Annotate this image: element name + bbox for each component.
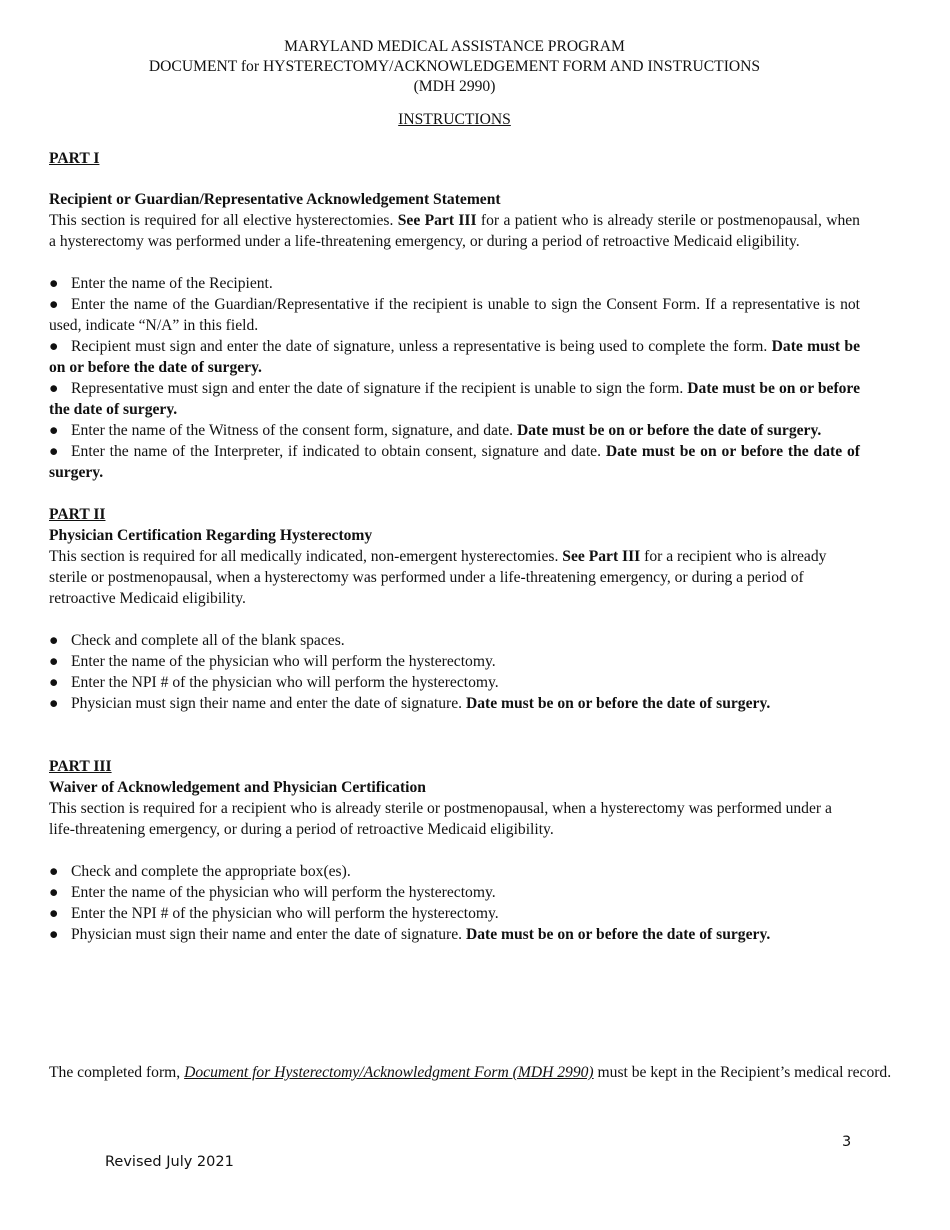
list-item: ● Enter the name of the Interpreter, if indicated to obtain consent, signature and date. Date must be on or before the date of surgery. <box>49 443 860 481</box>
part-1-section <box>49 148 860 483</box>
list-item: ● Recipient must sign and enter the date of signature, unless a representative is being used to complete the form. Date must be on or before the date of surgery. <box>49 338 860 376</box>
header-line-3: (MDH 2990) <box>413 78 496 95</box>
part-2-intro: This section is required for all medically indicated, non-emergent hysterectomies. See Part III for a recipient who is already sterile or postmenopausal, when a hysterectomy was performed under a life-threatening emergency, or during a period of retroactive Medicaid eligibility. <box>49 548 827 607</box>
closing-paragraph: The completed form, Document for Hysterectomy/Acknowledgment Form (MDH 2990) must be kept in the Recipient’s medical record. <box>49 1064 892 1081</box>
list-item: ● Enter the NPI # of the physician who will perform the hysterectomy. <box>49 905 499 922</box>
list-item: ● Enter the name of the physician who will perform the hysterectomy. <box>49 653 496 670</box>
list-item: ● Enter the NPI # of the physician who will perform the hysterectomy. <box>49 674 499 691</box>
document-page <box>49 37 860 945</box>
list-item: ● Check and complete all of the blank spaces. <box>49 632 345 649</box>
instructions-title: INSTRUCTIONS <box>398 111 511 128</box>
part-1-heading: Recipient or Guardian/Representative Acknowledgement Statement <box>49 191 501 208</box>
part-1-intro: This section is required for all elective hysterectomies. See Part III for a patient who is already sterile or postmenopausal, when a hysterectomy was performed under a life-threatening emergency, or during a period of retroactive Medicaid eligibility. <box>49 212 860 250</box>
list-item: ● Physician must sign their name and enter the date of signature. Date must be on or before the date of surgery. <box>49 926 771 943</box>
part-1-label: PART I <box>49 150 100 167</box>
part-2-label: PART II <box>49 506 106 523</box>
form-name-reference: Document for Hysterectomy/Acknowledgment Form (MDH 2990) <box>184 1064 594 1081</box>
part-3-section <box>49 756 860 945</box>
list-item: ● Representative must sign and enter the date of signature if the recipient is unable to sign the form. Date must be on or before the date of surgery. <box>49 380 860 418</box>
list-item: ● Enter the name of the Witness of the consent form, signature, and date. Date must be on or before the date of surgery. <box>49 422 822 439</box>
part-2-bullet-list <box>49 630 860 714</box>
part-3-intro: This section is required for a recipient who is already sterile or postmenopausal, when a hysterectomy was performed under a life-threatening emergency, or during a period of retroactive Medicaid eligibility. <box>49 800 832 838</box>
header-line-1: MARYLAND MEDICAL ASSISTANCE PROGRAM <box>284 38 625 55</box>
part-1-bullet-list <box>49 273 860 483</box>
list-item: ● Enter the name of the Guardian/Representative if the recipient is unable to sign the Consent Form. If a representative is not used, indicate “N/A” in this field. <box>49 296 860 334</box>
list-item: ● Enter the name of the physician who will perform the hysterectomy. <box>49 884 496 901</box>
revision-date: Revised July 2021 <box>105 1154 234 1170</box>
list-item: ● Enter the name of the Recipient. <box>49 275 273 292</box>
part-3-heading: Waiver of Acknowledgement and Physician Certification <box>49 779 426 796</box>
list-item: ● Check and complete the appropriate box(es). <box>49 863 351 880</box>
page-number: 3 <box>842 1134 852 1150</box>
part-3-label: PART III <box>49 758 112 775</box>
document-header <box>49 37 860 97</box>
part-2-heading: Physician Certification Regarding Hysterectomy <box>49 527 373 544</box>
part-3-bullet-list <box>49 861 860 945</box>
list-item: ● Physician must sign their name and enter the date of signature. Date must be on or before the date of surgery. <box>49 695 771 712</box>
part-2-section <box>49 504 860 714</box>
header-line-2: DOCUMENT for HYSTERECTOMY/ACKNOWLEDGEMENT FORM AND INSTRUCTIONS <box>148 58 761 75</box>
